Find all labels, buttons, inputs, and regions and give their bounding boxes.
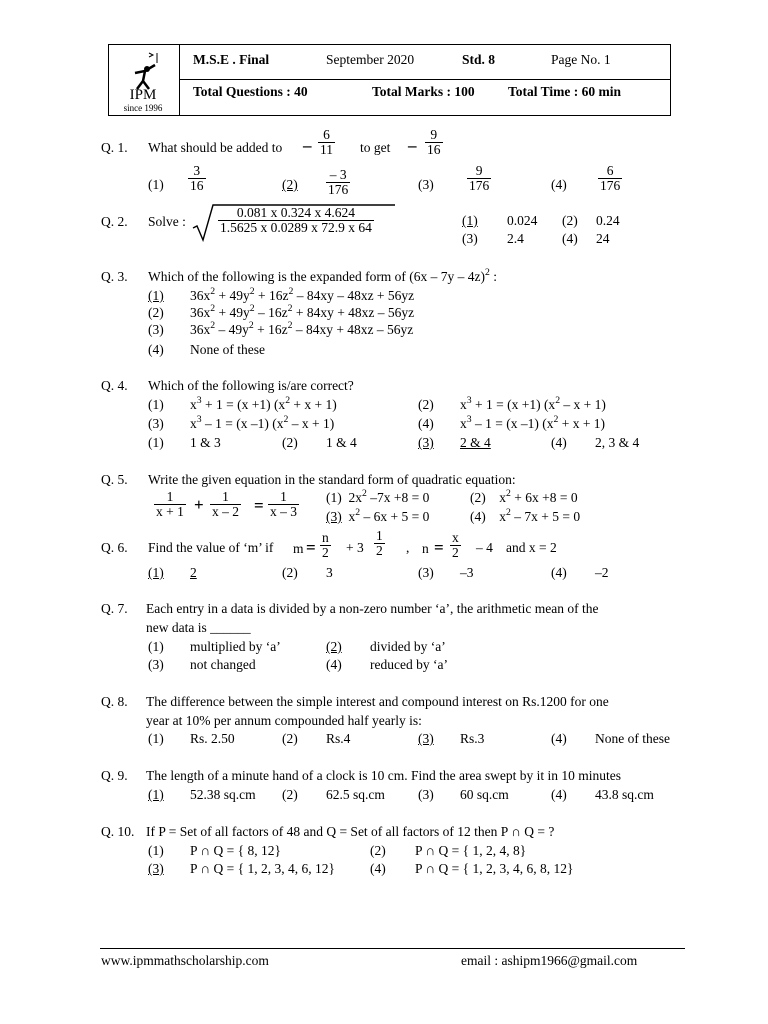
- q1-opt4-fraction: [598, 164, 622, 193]
- q6-equals-2: =: [434, 538, 444, 557]
- q5-opt2-label: (2): [470, 490, 486, 505]
- q3-opt4-label: (4): [148, 342, 164, 357]
- q2-opt4-value: 24: [596, 231, 610, 246]
- q1-opt3-label: (3): [418, 177, 434, 192]
- q4-stmt3: $x^3 - 1 = (x$ –1) $(x^2 - x + 1)$: [190, 414, 335, 431]
- q6-x-num: x: [452, 530, 459, 545]
- q3-opt4-text: None of these: [190, 342, 265, 357]
- q4-stmt4-label: (4): [418, 416, 434, 431]
- footer-email[interactable]: email : ashipm1966@gmail.com: [461, 953, 638, 968]
- footer-divider: [100, 948, 685, 949]
- q1-opt4-den: 176: [600, 178, 621, 194]
- q8-opt2-label: (2): [282, 731, 298, 746]
- q9-text: The length of a minute hand of a clock is 10 cm. Find the area swept by it in 10 minutes: [146, 768, 622, 783]
- q3-opt1-expr: $36x^2 + 49y^2 + 16z^2 - 84xy - 48xz + 56yz$: [190, 286, 415, 303]
- q2-root-den: 1.5625 x 0.0289 x 72.9 x 64: [220, 220, 372, 236]
- q7-opt4-text: reduced by ‘a’: [370, 657, 448, 672]
- q6-and-x: and x = 2: [506, 540, 557, 555]
- q9-opt4-label: (4): [551, 787, 567, 802]
- q7-opt2-text: divided by ‘a’: [370, 639, 446, 654]
- page-number: Page No. 1: [551, 52, 611, 67]
- q2-opt2-value: 0.24: [596, 213, 620, 228]
- q6-one-den: 2: [376, 543, 383, 559]
- q5-opt3-label: (3): [326, 509, 342, 524]
- q4-text: Which of the following is/are correct?: [148, 378, 354, 393]
- q3-text-end: :: [489, 269, 498, 284]
- q4-stmt2-label: (2): [418, 397, 434, 412]
- q6-comma: ,: [406, 540, 410, 555]
- q4-choice1-label: (1): [148, 435, 164, 450]
- q10-opt2-label: (2): [370, 843, 386, 858]
- q6-n-den: 2: [322, 545, 329, 561]
- q4-stmt3-label: (3): [148, 416, 164, 431]
- q7-line2: new data is ______: [146, 620, 251, 635]
- logo-figure-icon: [109, 45, 177, 115]
- q5-opt4-label: (4): [470, 509, 486, 524]
- q7-opt1-label: (1): [148, 639, 164, 654]
- logo-since: since 1996: [123, 103, 163, 113]
- q4-choice4-text: 2, 3 & 4: [595, 435, 640, 450]
- q5-opt4: (4) $x^2 - 7x + 5 = 0$: [470, 507, 581, 524]
- q4-choice2-label: (2): [282, 435, 298, 450]
- q6-minus4: – 4: [476, 540, 493, 555]
- q7-opt4-label: (4): [326, 657, 342, 672]
- q1-fraction-2: [425, 128, 443, 157]
- q2-opt3-value: 2.4: [507, 231, 524, 246]
- q5-f2-den: x – 2: [212, 504, 239, 520]
- q8-opt1-label: (1): [148, 731, 164, 746]
- q10-opt3-label: (3): [148, 861, 164, 876]
- q1-opt2-num: – 3: [329, 167, 347, 182]
- q1-opt3-den: 176: [469, 178, 490, 194]
- q5-f3-num: 1: [280, 489, 287, 504]
- q5-f2-num: 1: [222, 489, 229, 504]
- q1-text-a: What should be added to: [148, 140, 283, 155]
- q6-one-half: [374, 529, 385, 558]
- q8-opt1-text: Rs. 2.50: [190, 731, 235, 746]
- q9-opt4-text: 43.8 sq.cm: [595, 787, 654, 802]
- q1-opt4-label: (4): [551, 177, 567, 192]
- q6-x-fraction: [450, 531, 461, 560]
- q5-opt3: (3) $x^2 - 6x + 5 = 0$: [326, 507, 430, 524]
- q2-root-fraction: [218, 206, 374, 235]
- q9-opt2-text: 62.5 sq.cm: [326, 787, 385, 802]
- q2-root-num: 0.081 x 0.324 x 4.624: [236, 205, 355, 220]
- q9-opt3-text: 60 sq.cm: [460, 787, 509, 802]
- q1-text-b: to get: [360, 140, 391, 155]
- q4-stmt4: $x^3 - 1 = (x$ –1) $(x^2 + x + 1)$: [460, 414, 606, 431]
- q9-opt1-text: 52.38 sq.cm: [190, 787, 256, 802]
- q6-opt2-value: 3: [326, 565, 333, 580]
- q4-stmt2: $x^3 + 1 = (x +1)$ $(x^2 - x + 1)$: [460, 395, 606, 412]
- q1-opt1-fraction: [188, 164, 206, 193]
- q1-frac2-den: 16: [427, 142, 441, 158]
- q1-number: Q. 1.: [101, 140, 128, 155]
- q4-choice2-text: 1 & 4: [326, 435, 357, 450]
- q2-opt2-label: (2): [562, 213, 578, 228]
- total-questions: Total Questions : 40: [193, 84, 308, 99]
- q4-stmt1-label: (1): [148, 397, 164, 412]
- exam-date: September 2020: [326, 52, 415, 67]
- q6-x-den: 2: [452, 545, 459, 561]
- q1-opt2-fraction: [326, 168, 350, 197]
- q6-n: n: [422, 541, 429, 556]
- exam-name: M.S.E . Final: [193, 52, 270, 67]
- q1-opt4-num: 6: [606, 163, 614, 178]
- q2-number: Q. 2.: [101, 214, 128, 229]
- q8-opt4-label: (4): [551, 731, 567, 746]
- q4-number: Q. 4.: [101, 378, 128, 393]
- q5-fraction-2: [210, 490, 241, 519]
- footer-website[interactable]: www.ipmmathscholarship.com: [101, 953, 269, 968]
- q8-line2: year at 10% per annum compounded half yearly is:: [146, 713, 422, 728]
- logo: [109, 45, 180, 115]
- q5-opt1-label: (1): [326, 490, 342, 505]
- q3-opt3-label: (3): [148, 322, 164, 337]
- q1-opt1-den: 16: [190, 178, 204, 194]
- q5-opt1: (1) $2x^2$ –7x +8 = 0: [326, 488, 430, 505]
- q6-n-num: n: [322, 530, 329, 545]
- header-divider: [179, 79, 670, 80]
- q2-text: Solve :: [148, 214, 186, 229]
- q6-opt1-value: 2: [190, 565, 197, 580]
- standard: Std. 8: [462, 52, 496, 67]
- q6-opt4-label: (4): [551, 565, 567, 580]
- logo-text: IPM: [129, 87, 157, 103]
- q3-number: Q. 3.: [101, 269, 128, 284]
- q1-frac2-num: 9: [430, 127, 438, 142]
- q8-line1: The difference between the simple interest and compound interest on Rs.1200 for one: [146, 694, 609, 709]
- q4-choice4-label: (4): [551, 435, 567, 450]
- q8-opt3-text: Rs.3: [460, 731, 485, 746]
- q5-plus-sign: +: [194, 495, 204, 514]
- q7-number: Q. 7.: [101, 601, 128, 616]
- q5-fraction-3: [268, 490, 299, 519]
- q10-opt1-label: (1): [148, 843, 164, 858]
- q10-opt3-text: P ∩ Q = { 1, 2, 3, 4, 6, 12}: [190, 861, 335, 876]
- q3-opt1-label: (1): [148, 288, 164, 303]
- q2-opt3-label: (3): [462, 231, 478, 246]
- q2-opt4-label: (4): [562, 231, 578, 246]
- q10-text: If P = Set of all factors of 48 and Q = Set of all factors of 12 then P ∩ Q = ?: [146, 824, 555, 839]
- q1-opt1-label: (1): [148, 177, 164, 192]
- q10-opt2-text: P ∩ Q = { 1, 2, 4, 8}: [415, 843, 527, 858]
- total-time: Total Time : 60 min: [508, 84, 622, 99]
- q4-stmt1: $x^3 + 1 = (x +1) (x^2 + x + 1)$: [190, 395, 337, 412]
- q4-choice1-text: 1 & 3: [190, 435, 221, 450]
- q7-opt2-label: (2): [326, 639, 342, 654]
- q6-text: Find the value of ‘m’ if: [148, 540, 274, 555]
- q5-equals-sign: =: [254, 496, 264, 515]
- q1-minus-sign-2: –: [408, 136, 417, 155]
- q10-number: Q. 10.: [101, 824, 135, 839]
- q6-opt3-label: (3): [418, 565, 434, 580]
- q2-opt1-value: 0.024: [507, 213, 538, 228]
- q8-number: Q. 8.: [101, 694, 128, 709]
- q7-opt1-text: multiplied by ‘a’: [190, 639, 281, 654]
- q8-opt2-text: Rs.4: [326, 731, 351, 746]
- q1-opt2-label: (2): [282, 177, 298, 192]
- q5-f1-den: x + 1: [156, 504, 184, 520]
- q1-minus-sign: –: [303, 136, 312, 155]
- q1-fraction-1: [318, 128, 335, 157]
- q5-fraction-1: [154, 490, 186, 519]
- q6-plus3: + 3: [346, 540, 364, 555]
- q6-opt1-label: (1): [148, 565, 164, 580]
- q10-opt4-text: P ∩ Q = { 1, 2, 3, 4, 6, 8, 12}: [415, 861, 574, 876]
- q6-n-fraction: [320, 531, 331, 560]
- q1-opt1-num: 3: [193, 163, 201, 178]
- q6-opt3-value: –3: [460, 565, 474, 580]
- q1-opt3-fraction: [467, 164, 491, 193]
- q9-opt3-label: (3): [418, 787, 434, 802]
- q1-opt3-num: 9: [475, 163, 483, 178]
- q5-text: Write the given equation in the standard form of quadratic equation:: [148, 472, 516, 487]
- q5-number: Q. 5.: [101, 472, 128, 487]
- q6-number: Q. 6.: [101, 540, 128, 555]
- q3-opt2-expr: $36x^2 + 49y^2 - 16z^2 + 84xy + 48xz - 56yz$: [190, 303, 415, 320]
- q1-frac1-num: 6: [323, 127, 330, 142]
- q10-opt1-text: P ∩ Q = { 8, 12}: [190, 843, 281, 858]
- q3-question: Which of the following is the expanded form of (6x – 7y – 4z)$^2$ :: [148, 267, 498, 284]
- q7-opt3-label: (3): [148, 657, 164, 672]
- q7-opt3-text: not changed: [190, 657, 256, 672]
- q5-f1-num: 1: [166, 489, 174, 504]
- q3-opt3-expr: $36x^2 - 49y^2 + 16z^2 - 84xy + 48xz - 56yz$: [190, 320, 414, 337]
- q9-opt2-label: (2): [282, 787, 298, 802]
- q4-choice3-text: 2 & 4: [460, 435, 491, 450]
- q3-text: Which of the following is the expanded form of (6x – 7y – 4z): [148, 269, 486, 284]
- q6-equals-1: =: [306, 538, 316, 557]
- q9-opt1-label: (1): [148, 787, 164, 802]
- q6-m: m: [293, 541, 304, 556]
- q6-opt4-value: –2: [595, 565, 609, 580]
- q3-opt2-label: (2): [148, 305, 164, 320]
- q5-f3-den: x – 3: [270, 504, 297, 520]
- q2-opt1-label: (1): [462, 213, 478, 228]
- q1-opt2-den: 176: [328, 182, 349, 198]
- q6-one-num: 1: [376, 528, 383, 543]
- q10-opt4-label: (4): [370, 861, 386, 876]
- q8-opt4-text: None of these: [595, 731, 670, 746]
- q1-frac1-den: 11: [320, 142, 333, 158]
- q7-line1: Each entry in a data is divided by a non-zero number ‘a’, the arithmetic mean of the: [146, 601, 599, 616]
- q8-opt3-label: (3): [418, 731, 434, 746]
- q4-choice3-label: (3): [418, 435, 434, 450]
- q6-opt2-label: (2): [282, 565, 298, 580]
- total-marks: Total Marks : 100: [372, 84, 475, 99]
- q5-opt2: (2) $x^2 + 6x +8 = 0$: [470, 488, 578, 505]
- q9-number: Q. 9.: [101, 768, 128, 783]
